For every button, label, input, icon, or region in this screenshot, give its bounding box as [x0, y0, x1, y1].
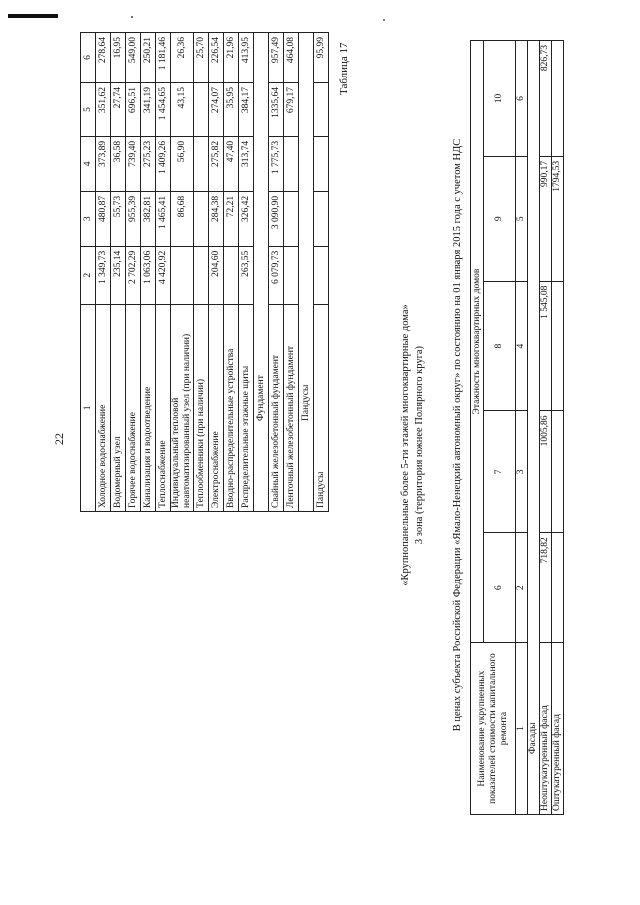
value-cell: 275,82 — [209, 136, 224, 191]
value-cell: 739,40 — [126, 136, 141, 191]
value-cell: 16,95 — [111, 33, 126, 83]
section-row — [299, 33, 314, 512]
value-cell — [314, 83, 329, 137]
col-index: 2 — [81, 246, 96, 304]
value-cell: 47,40 — [224, 136, 239, 191]
row-name: Свайный железобетонный фундамент — [269, 304, 284, 511]
table-row — [224, 33, 239, 512]
value-cell: 274,07 — [209, 83, 224, 137]
floor-cell: 6 — [484, 533, 516, 643]
row-name: Распределительные этажные щиты — [239, 304, 254, 511]
cost-table-2 — [470, 40, 564, 815]
value-cell: 696,51 — [126, 83, 141, 137]
floor-cell: 7 — [484, 411, 516, 533]
value-cell — [314, 191, 329, 246]
value-cell: 278,64 — [96, 33, 111, 83]
row-name: Вводно-распределительные устройства — [224, 304, 239, 511]
value-cell: 955,39 — [126, 191, 141, 246]
value-cell: 549,00 — [126, 33, 141, 83]
value-cell: 1 545,08 — [540, 281, 552, 411]
row-name: Теплообменники (при наличии) — [194, 304, 209, 511]
section-row — [254, 33, 269, 512]
value-cell — [552, 533, 564, 643]
table-row — [552, 41, 564, 815]
value-cell: 1 349,73 — [96, 246, 111, 304]
value-cell: 55,73 — [111, 191, 126, 246]
caption-zone: 3 зона (территория южнее Полярного круга) — [414, 345, 425, 545]
value-cell: 4 420,92 — [156, 246, 171, 304]
col-index: 4 — [81, 136, 96, 191]
row-name: Электроснабжение — [209, 304, 224, 511]
section-title: Пандусы — [299, 33, 314, 512]
table-row — [111, 33, 126, 512]
value-cell: 204,60 — [209, 246, 224, 304]
table-row — [141, 33, 156, 512]
value-cell — [314, 246, 329, 304]
value-cell — [284, 246, 299, 304]
table-row — [194, 33, 209, 512]
value-cell: 1 181,46 — [156, 33, 171, 83]
value-cell: 1 454,65 — [156, 83, 171, 137]
value-cell: 1005,86 — [540, 411, 552, 533]
index-cell: 5 — [516, 156, 528, 281]
table-row — [156, 33, 171, 512]
row-name: Холодное водоснабжение — [96, 304, 111, 511]
value-cell: 263,55 — [239, 246, 254, 304]
row-name: Пандусы — [314, 304, 329, 511]
table-row — [171, 33, 194, 512]
value-cell — [224, 246, 239, 304]
value-cell: 25,70 — [194, 33, 209, 83]
value-cell: 313,74 — [239, 136, 254, 191]
floor-cell: 8 — [484, 281, 516, 411]
value-cell — [171, 246, 194, 304]
row-name: Водомерный узел — [111, 304, 126, 511]
value-cell: 56,90 — [171, 136, 194, 191]
value-cell: 341,19 — [141, 83, 156, 137]
value-cell: 1 063,06 — [141, 246, 156, 304]
row-name: Индивидуальный тепловой неавтоматизированный узел (при наличии) — [171, 304, 194, 511]
table-row — [314, 33, 329, 512]
value-cell: 326,42 — [239, 191, 254, 246]
value-cell: 275,23 — [141, 136, 156, 191]
value-cell — [284, 136, 299, 191]
value-cell: 2 702,29 — [126, 246, 141, 304]
value-cell: 284,38 — [209, 191, 224, 246]
value-cell — [314, 136, 329, 191]
table-label: Таблица 17 — [338, 42, 350, 95]
value-cell — [552, 281, 564, 411]
value-cell: 384,17 — [239, 83, 254, 137]
value-cell: 235,14 — [111, 246, 126, 304]
cost-table-1 — [80, 32, 329, 512]
value-cell: 826,73 — [540, 41, 552, 157]
value-cell — [194, 246, 209, 304]
section-title: Фундамент — [254, 33, 269, 512]
value-cell: 21,96 — [224, 33, 239, 83]
index-cell: 2 — [516, 533, 528, 643]
col-index: 6 — [81, 33, 96, 83]
table-header-row — [81, 33, 96, 512]
value-cell: 679,17 — [284, 83, 299, 137]
index-cell: 6 — [516, 41, 528, 157]
value-cell — [284, 191, 299, 246]
table-row — [284, 33, 299, 512]
table-row — [209, 33, 224, 512]
section-row — [528, 41, 540, 815]
col-index: 5 — [81, 83, 96, 137]
value-cell: 990,17 — [540, 156, 552, 281]
col-index: 3 — [81, 191, 96, 246]
value-cell: 1 775,73 — [269, 136, 284, 191]
value-cell: 86,68 — [171, 191, 194, 246]
row-name: Неоштукатуренный фасад — [540, 643, 552, 815]
value-cell — [194, 136, 209, 191]
value-cell: 464,08 — [284, 33, 299, 83]
index-cell: 4 — [516, 281, 528, 411]
table-body — [96, 33, 329, 512]
value-cell: 6 079,73 — [269, 246, 284, 304]
index-row — [516, 41, 528, 815]
row-name: Теплоснабжение — [156, 304, 171, 511]
value-cell: 1 409,26 — [156, 136, 171, 191]
page-number: 22 — [52, 433, 66, 445]
table-row — [269, 33, 284, 512]
value-cell: 382,81 — [141, 191, 156, 246]
value-cell: 373,89 — [96, 136, 111, 191]
section-title: Фасады — [528, 41, 540, 815]
value-cell: 36,58 — [111, 136, 126, 191]
index-cell: 3 — [516, 411, 528, 533]
value-cell: 1794,53 — [552, 156, 564, 281]
row-name: Канализация и водоотведение — [141, 304, 156, 511]
value-cell: 718,82 — [540, 533, 552, 643]
caption-prices: В ценах субъекта Российской Федерации «Ямало-Ненецкий автономный округ» по состоянию на 01 января 2015 года с учетом НДС — [452, 138, 463, 732]
table-head-row — [471, 41, 484, 815]
row-name: Ленточный железобетонный фундамент — [284, 304, 299, 511]
value-cell: 351,62 — [96, 83, 111, 137]
col-index: 1 — [81, 304, 96, 511]
row-name: Оштукатуренный фасад — [552, 643, 564, 815]
row-name: Горячее водоснабжение — [126, 304, 141, 511]
table-row — [126, 33, 141, 512]
head-name: Наименование укрупненных показателей стоимости капитального ремонта — [471, 643, 516, 815]
value-cell — [552, 41, 564, 157]
value-cell — [194, 191, 209, 246]
value-cell: 26,36 — [171, 33, 194, 83]
table-row — [239, 33, 254, 512]
value-cell: 27,74 — [111, 83, 126, 137]
floor-cell: 9 — [484, 156, 516, 281]
value-cell — [194, 83, 209, 137]
value-cell: 1 465,41 — [156, 191, 171, 246]
table-row — [96, 33, 111, 512]
value-cell: 35,95 — [224, 83, 239, 137]
value-cell: 3 090,90 — [269, 191, 284, 246]
value-cell: 226,54 — [209, 33, 224, 83]
index-cell: 1 — [516, 643, 528, 815]
value-cell: 43,15 — [171, 83, 194, 137]
value-cell: 480,87 — [96, 191, 111, 246]
caption-title: «Крупнопанельные более 5-ти этажей многоквартирные дома» — [400, 304, 411, 586]
value-cell: 250,21 — [141, 33, 156, 83]
value-cell: 1335,64 — [269, 83, 284, 137]
head-group: Этажность многоквартирных домов — [471, 41, 484, 643]
value-cell: 957,49 — [269, 33, 284, 83]
value-cell: 413,95 — [239, 33, 254, 83]
table-row — [540, 41, 552, 815]
value-cell: 72,21 — [224, 191, 239, 246]
value-cell — [552, 411, 564, 533]
floor-cell: 10 — [484, 41, 516, 157]
value-cell: 95,99 — [314, 33, 329, 83]
